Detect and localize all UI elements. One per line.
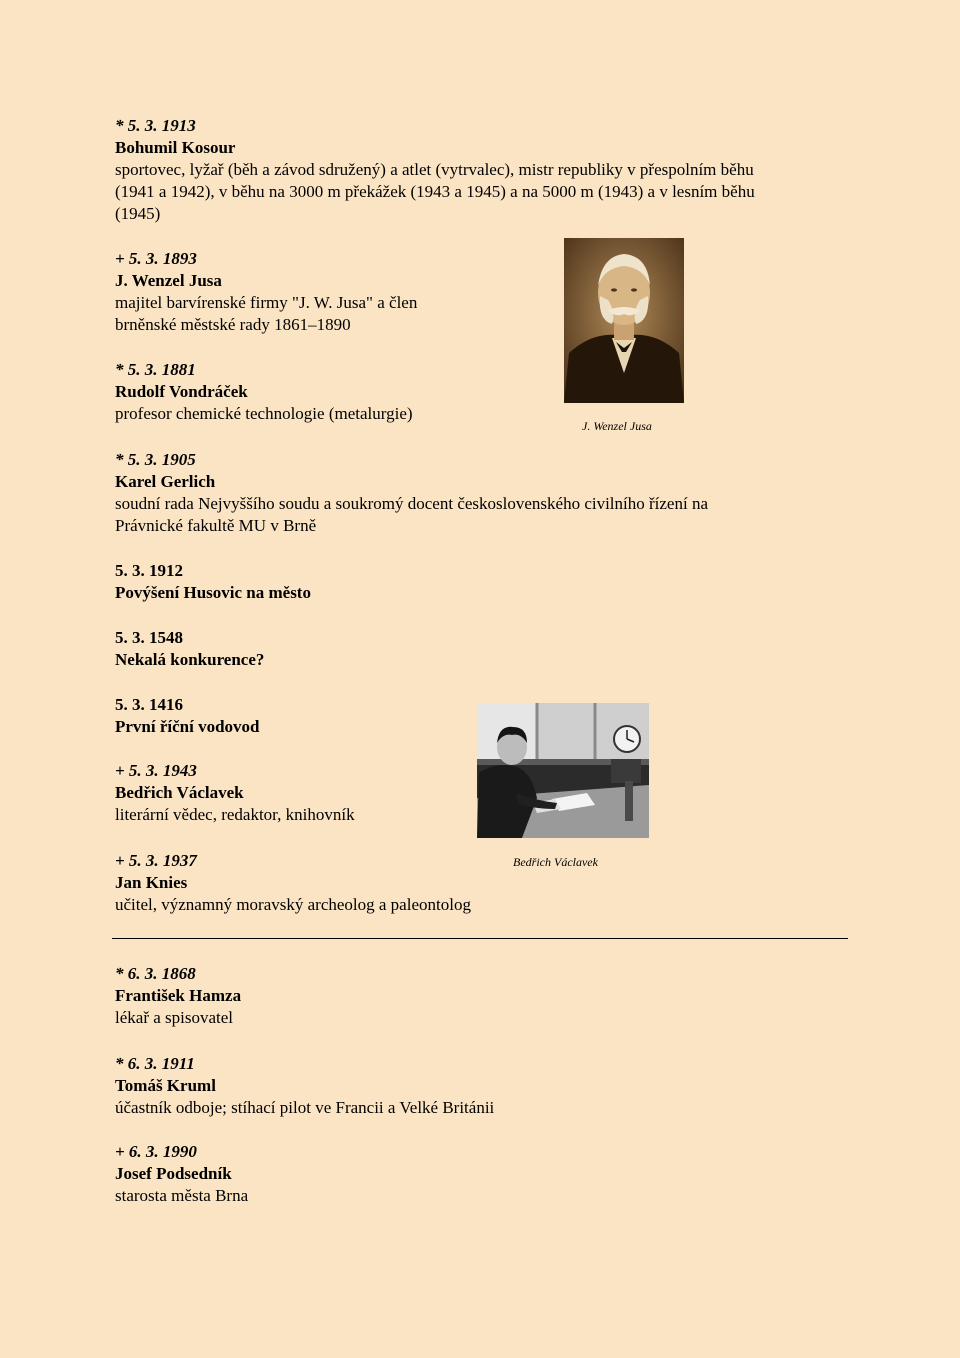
entry-jusa bbox=[115, 248, 417, 336]
entry-date: + 6. 3. 1990 bbox=[115, 1142, 197, 1161]
entry-kosour bbox=[115, 115, 755, 225]
entry-podsednik bbox=[115, 1141, 248, 1207]
entry-vaclavek bbox=[115, 760, 355, 826]
entry-desc-line: účastník odboje; stíhací pilot ve Francii a Velké Británii bbox=[115, 1098, 495, 1117]
caption-vaclavek: Bedřich Václavek bbox=[513, 855, 598, 869]
entry-date: * 5. 3. 1881 bbox=[115, 360, 196, 379]
entry-name: Rudolf Vondráček bbox=[115, 382, 248, 401]
entry-date: 5. 3. 1548 bbox=[115, 628, 183, 647]
entry-date: * 6. 3. 1911 bbox=[115, 1054, 195, 1073]
entry-gerlich bbox=[115, 449, 708, 537]
entry-knies bbox=[115, 850, 471, 916]
entry-desc-line: starosta města Brna bbox=[115, 1186, 249, 1205]
entry-desc-line: Právnické fakultě MU v Brně bbox=[115, 516, 317, 535]
entry-name: Bedřich Václavek bbox=[115, 783, 244, 802]
entry-date: 5. 3. 1416 bbox=[115, 695, 183, 714]
entry-husovice bbox=[115, 560, 311, 604]
entry-name: J. Wenzel Jusa bbox=[115, 271, 222, 290]
portrait-jusa bbox=[564, 238, 684, 403]
entry-desc-line: literární vědec, redaktor, knihovník bbox=[115, 805, 355, 824]
entry-desc-line: profesor chemické technologie (metalurgie) bbox=[115, 404, 413, 423]
portrait-jusa-illustration bbox=[564, 238, 684, 403]
entry-date: + 5. 3. 1893 bbox=[115, 249, 197, 268]
entry-konkurence bbox=[115, 627, 264, 671]
entry-vondracek bbox=[115, 359, 413, 425]
entry-name: Tomáš Kruml bbox=[115, 1076, 216, 1095]
entry-vodovod bbox=[115, 694, 260, 738]
entry-date: * 5. 3. 1905 bbox=[115, 450, 196, 469]
entry-name: Karel Gerlich bbox=[115, 472, 216, 491]
entry-desc-line: (1941 a 1942), v běhu na 3000 m překážek (1943 a 1945) a na 5000 m (1943) a v lesním běhu bbox=[115, 182, 755, 201]
entry-desc-line: lékař a spisovatel bbox=[115, 1008, 234, 1027]
entry-name: Povýšení Husovic na město bbox=[115, 583, 311, 602]
entry-date: 5. 3. 1912 bbox=[115, 561, 183, 580]
entry-name: První říční vodovod bbox=[115, 717, 260, 736]
entry-desc-line: učitel, významný moravský archeolog a paleontolog bbox=[115, 895, 471, 914]
photo-vaclavek-illustration bbox=[477, 703, 649, 838]
entry-name: Jan Knies bbox=[115, 873, 188, 892]
entry-name: Bohumil Kosour bbox=[115, 138, 236, 157]
section-divider bbox=[112, 938, 848, 939]
entry-desc-line: sportovec, lyžař (běh a závod sdružený) a atlet (vytrvalec), mistr republiky v přespolním běhu bbox=[115, 160, 754, 179]
entry-date: * 6. 3. 1868 bbox=[115, 964, 196, 983]
entry-date: + 5. 3. 1943 bbox=[115, 761, 197, 780]
caption-jusa: J. Wenzel Jusa bbox=[582, 419, 652, 433]
entry-desc-line: (1945) bbox=[115, 204, 161, 223]
entry-kruml bbox=[115, 1053, 494, 1119]
entry-name: František Hamza bbox=[115, 986, 242, 1005]
entry-desc-line: majitel barvírenské firmy "J. W. Jusa" a člen bbox=[115, 293, 418, 312]
entry-name: Josef Podsedník bbox=[115, 1164, 232, 1183]
entry-date: + 5. 3. 1937 bbox=[115, 851, 197, 870]
entry-desc-line: brněnské městské rady 1861–1890 bbox=[115, 315, 351, 334]
entry-name: Nekalá konkurence? bbox=[115, 650, 265, 669]
photo-vaclavek bbox=[477, 703, 649, 838]
entry-date: * 5. 3. 1913 bbox=[115, 116, 196, 135]
entry-hamza bbox=[115, 963, 241, 1029]
entry-desc-line: soudní rada Nejvyššího soudu a soukromý docent československého civilního řízení na bbox=[115, 494, 708, 513]
